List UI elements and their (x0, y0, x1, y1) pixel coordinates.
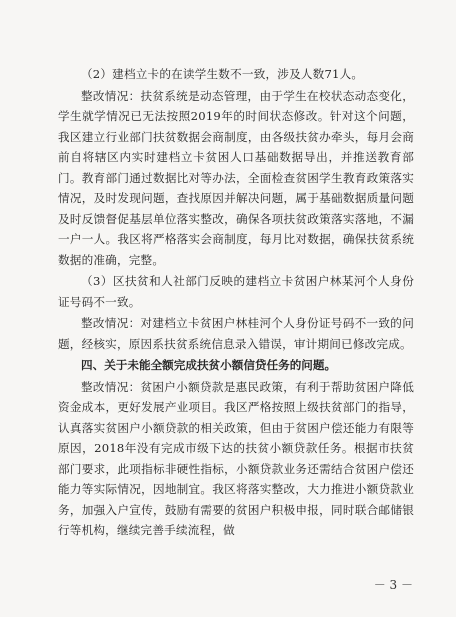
paragraph-item-2-heading: （2）建档立卡的在读学生数不一致，涉及人数71人。 (81, 67, 364, 81)
section-four-heading: 四、关于未能全额完成扶贫小额信贷任务的问题。 (81, 358, 337, 372)
document-body (58, 64, 414, 542)
page-number: － 3 － (373, 578, 413, 592)
paragraph-item-3-heading: （3）区扶贫和人社部门反映的建档立卡贫困户林某河个人身份证号码不一致。 (58, 274, 414, 309)
paragraph-item-3-rectification: 整改情况：对建档立卡贫困户林桂河个人身份证号码不一致的问题，经核实，原因系扶贫系统信息录入错误，审计期间已修改完成。 (58, 316, 414, 351)
paragraph-item-2-rectification: 整改情况：扶贫系统是动态管理，由于学生在校状态动态变化，学生就学情况已无法按照2019年的时间状态修改。针对这个问题，我区建立行业部门扶贫数据会商制度，由各级扶贫办牵头，每月会商前自将辖区内实时建档立卡贫困人口基础数据导出，并推送教育部门。教育部门通过数据比对等办法，全面检查贫困学生教育政策落实情况，及时发现问题，查找原因并解决问题，属于基础数据质量问题及时反馈督促基层单位落实整改，确保各项扶贫政策落实落地，不漏一户一人。我区将严格落实会商制度，每月比对数据，确保扶贫系统数据的准确，完整。 (58, 88, 414, 267)
paragraph-section-four-rectification: 整改情况：贫困户小额贷款是惠民政策，有利于帮助贫困户降低资金成本，更好发展产业项目。我区严格按照上级扶贫部门的指导，认真落实贫困户小额贷款的相关政策，但由于贫困户偿还能力有限等原因，2018年没有完成市级下达的扶贫小额贷款任务。根据市扶贫部门要求，此项指标非硬性指标，小额贷款业务还需结合贫困户偿还能力等实际情况，因地制宜。我区将落实整改，大力推进小额贷款业务，加强入户宣传，鼓励有需要的贫困户积极申报，同时联合邮储银行等机构，继续完善手续流程，做 (58, 379, 414, 537)
